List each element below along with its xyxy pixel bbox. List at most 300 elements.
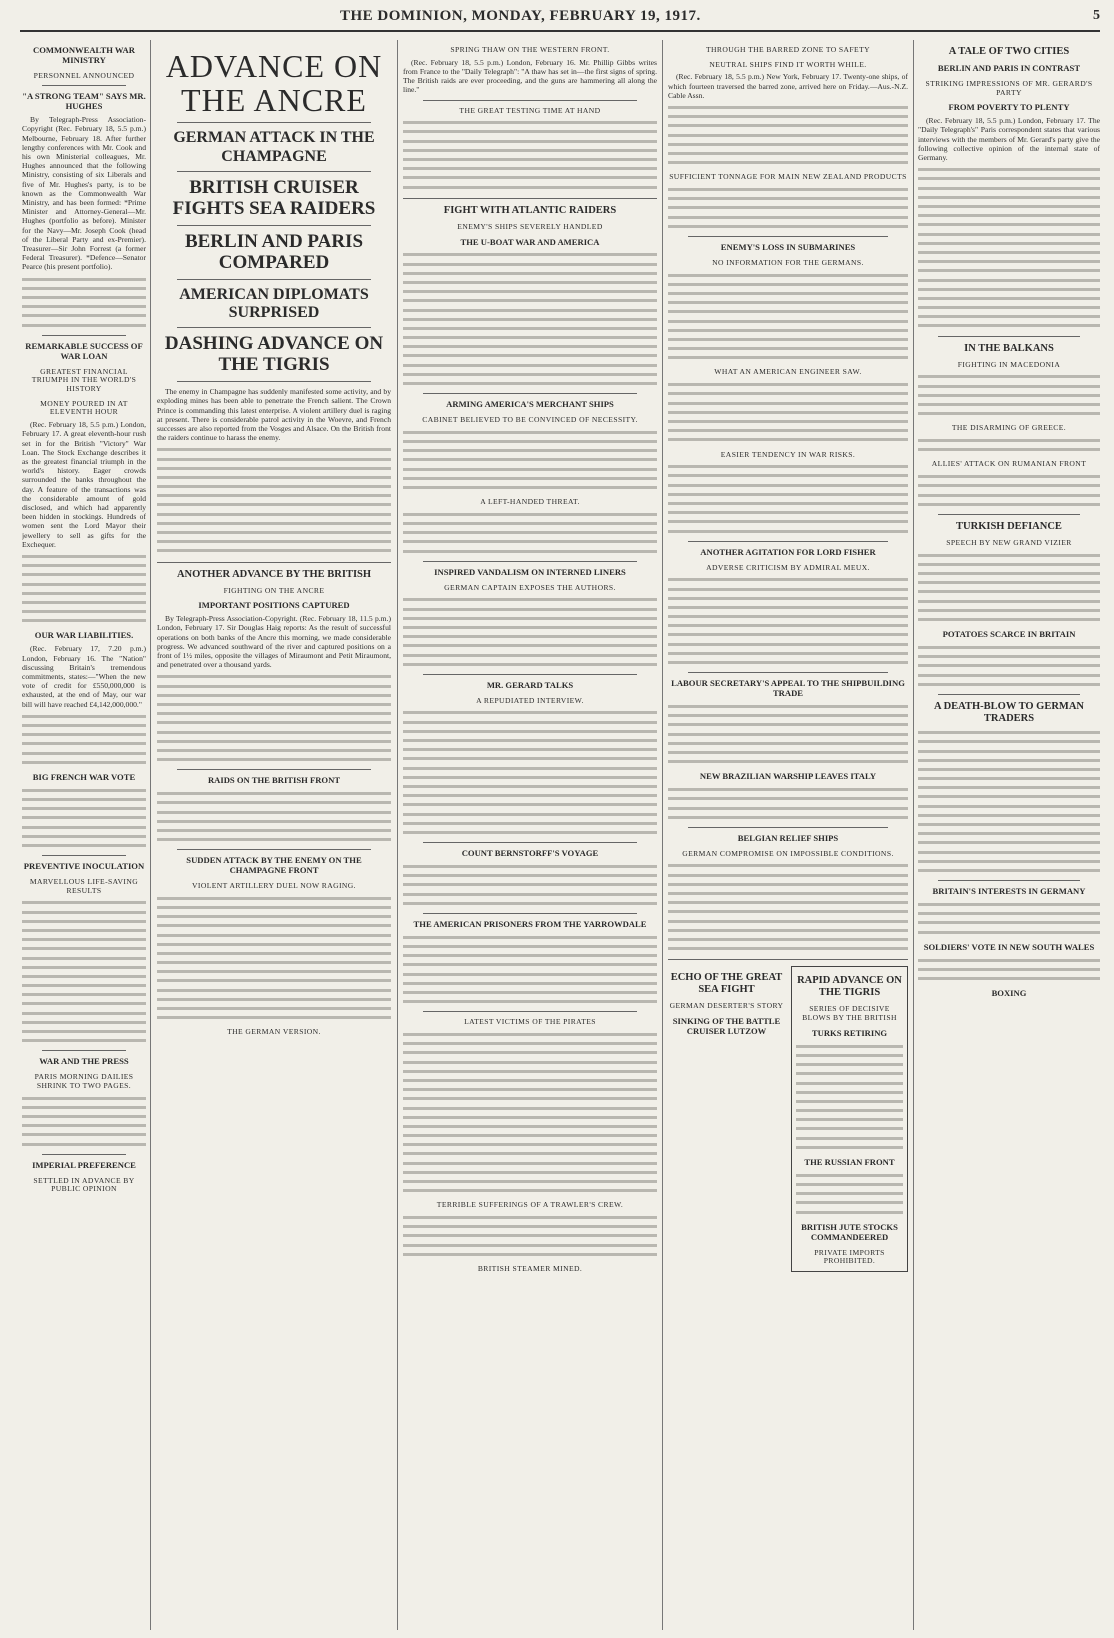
text-line	[157, 903, 391, 912]
text-line	[918, 661, 1100, 670]
text-line	[403, 1122, 657, 1131]
text-line	[157, 976, 391, 985]
text-line	[403, 315, 657, 324]
text-line	[668, 804, 908, 813]
divider	[423, 913, 637, 914]
text-line	[157, 949, 391, 958]
text-line	[668, 594, 908, 603]
text-line	[403, 127, 657, 136]
headline: ADVANCE ON THE ANCRE	[165, 48, 383, 118]
text-line	[668, 271, 908, 280]
text-line	[403, 137, 657, 146]
text-line	[403, 718, 657, 727]
text-line	[918, 445, 1100, 454]
text-line	[668, 658, 908, 667]
text-line	[22, 561, 146, 570]
text-line	[668, 471, 908, 480]
text-line	[403, 1231, 657, 1240]
text-line	[403, 632, 657, 641]
headline: THE DISARMING OF GREECE.	[951, 423, 1067, 433]
text-line	[403, 1149, 657, 1158]
text-line	[918, 202, 1100, 211]
text-line	[403, 428, 657, 437]
text-line	[403, 437, 657, 446]
divider	[42, 1154, 126, 1155]
text-line	[403, 1058, 657, 1067]
text-line	[918, 747, 1100, 756]
subheadline: GREATEST FINANCIAL TRIUMPH IN THE WORLD'S HISTORY	[31, 366, 137, 393]
text-line	[403, 1113, 657, 1122]
text-line	[918, 569, 1100, 578]
text-line	[22, 321, 146, 330]
headline: THE RUSSIAN FRONT	[804, 1157, 895, 1168]
headline: REMARKABLE SUCCESS OF WAR LOAN	[25, 340, 143, 361]
divider	[177, 849, 371, 850]
headline: A DEATH-BLOW TO GERMAN TRADERS	[933, 701, 1085, 725]
headline: NEW BRAZILIAN WARSHIP LEAVES ITALY	[699, 771, 877, 782]
text-line	[668, 335, 908, 344]
text-line	[22, 712, 146, 721]
headline: THE GREAT TESTING TIME AT HAND	[459, 105, 601, 115]
text-line	[22, 823, 146, 832]
text-line	[668, 399, 908, 408]
text-line	[157, 528, 391, 537]
text-line	[403, 828, 657, 837]
text-line	[668, 121, 908, 130]
text-line	[918, 597, 1100, 606]
subheadline: FIGHTING IN MACEDONIA	[957, 359, 1061, 369]
text-line	[403, 871, 657, 880]
article-text: (Rec. February 18, 5.5 p.m.) London, February 17. The "Daily Telegraph's" Paris correspondent states that various interviews with the members of Mr. Gerard's party give the following collective opinion of the internal state of Germany.	[918, 116, 1100, 163]
text-line	[403, 465, 657, 474]
text-line	[403, 455, 657, 464]
text-line	[668, 149, 908, 158]
divider	[423, 561, 637, 562]
headline: "A STRONG TEAM" SAYS MR. HUGHES	[22, 91, 146, 112]
text-line	[157, 455, 391, 464]
divider	[177, 122, 371, 123]
text-line	[403, 146, 657, 155]
text-line	[157, 728, 391, 737]
text-line	[403, 324, 657, 333]
text-line	[22, 275, 146, 284]
text-line	[403, 333, 657, 342]
text-line	[668, 194, 908, 203]
article-body	[403, 58, 657, 95]
text-line	[796, 1042, 903, 1051]
headline: BRITISH STEAMER MINED.	[477, 1264, 583, 1274]
text-line	[668, 508, 908, 517]
text-line	[668, 326, 908, 335]
divider	[177, 171, 371, 172]
headline: MR. GERARD TALKS	[486, 679, 574, 690]
article-body	[22, 420, 146, 625]
divider	[157, 562, 391, 563]
text-line	[918, 737, 1100, 746]
text-line	[403, 1030, 657, 1039]
text-line	[157, 789, 391, 798]
text-line	[668, 185, 908, 194]
divider	[688, 541, 888, 542]
article-body	[918, 116, 1100, 330]
text-line	[668, 389, 908, 398]
headline: WAR AND THE PRESS	[39, 1056, 129, 1067]
text-line	[918, 756, 1100, 765]
headline: RAIDS ON THE BRITISH FRONT	[207, 775, 341, 786]
text-line	[796, 1051, 903, 1060]
text-line	[22, 607, 146, 616]
text-line	[403, 260, 657, 269]
column-rule	[150, 40, 151, 1630]
article-body	[22, 644, 146, 767]
text-line	[157, 510, 391, 519]
text-line	[918, 587, 1100, 596]
subheadline: VIOLENT ARTILLERY DUEL NOW RAGING.	[192, 881, 356, 891]
tigris-article	[791, 966, 908, 1272]
text-line	[918, 239, 1100, 248]
text-line	[403, 342, 657, 351]
text-line	[668, 711, 908, 720]
text-line	[668, 907, 908, 916]
text-line	[918, 500, 1100, 509]
text-line	[22, 795, 146, 804]
text-line	[668, 748, 908, 757]
text-line	[668, 757, 908, 766]
text-line	[918, 230, 1100, 239]
text-line	[22, 908, 146, 917]
column-rule	[397, 40, 398, 1630]
text-line	[918, 802, 1100, 811]
divider	[42, 1050, 126, 1051]
text-line	[918, 174, 1100, 183]
text-line	[796, 1180, 903, 1189]
text-line	[157, 482, 391, 491]
text-line	[796, 1198, 903, 1207]
headline: SUDDEN ATTACK BY THE ENEMY ON THE CHAMPAGNE FRONT	[186, 855, 362, 876]
text-line	[403, 595, 657, 604]
text-line	[668, 889, 908, 898]
text-line	[918, 481, 1100, 490]
text-line	[157, 986, 391, 995]
text-line	[22, 917, 146, 926]
text-line	[918, 578, 1100, 587]
subheadline: MONEY POURED IN AT ELEVENTH HOUR	[40, 398, 128, 417]
text-line	[918, 294, 1100, 303]
text-line	[918, 285, 1100, 294]
text-line	[157, 691, 391, 700]
text-line	[22, 552, 146, 561]
text-line	[22, 944, 146, 953]
headline: ANOTHER ADVANCE BY THE BRITISH	[176, 568, 372, 580]
text-line	[668, 131, 908, 140]
text-line	[22, 1036, 146, 1045]
text-line	[403, 979, 657, 988]
text-line	[403, 862, 657, 871]
text-line	[668, 317, 908, 326]
text-line	[668, 289, 908, 298]
text-line	[796, 1079, 903, 1088]
text-line	[918, 671, 1100, 680]
text-line	[668, 462, 908, 471]
text-line	[22, 898, 146, 907]
text-line	[403, 951, 657, 960]
headline: ECHO OF THE GREAT SEA FIGHT	[670, 972, 783, 996]
subheadline: STRIKING IMPRESSIONS OF MR. GERARD'S PARTY	[925, 78, 1093, 97]
text-line	[668, 575, 908, 584]
headline: INSPIRED VANDALISM ON INTERNED LINERS	[434, 566, 626, 577]
text-line	[403, 942, 657, 951]
text-line	[157, 817, 391, 826]
text-line	[157, 737, 391, 746]
text-line	[918, 436, 1100, 445]
text-line	[918, 276, 1100, 285]
bottom-split	[668, 966, 908, 1272]
text-line	[22, 786, 146, 795]
text-line	[22, 302, 146, 311]
text-line	[668, 435, 908, 444]
text-line	[403, 296, 657, 305]
headline: WHAT AN AMERICAN ENGINEER SAW.	[714, 367, 862, 377]
headline: SUFFICIENT TONNAGE FOR MAIN NEW ZEALAND PRODUCTS	[669, 172, 907, 182]
text-line	[22, 990, 146, 999]
text-line	[403, 1250, 657, 1259]
text-line	[157, 746, 391, 755]
text-line	[22, 981, 146, 990]
text-line	[668, 794, 908, 803]
page-number: 5	[1093, 8, 1100, 23]
column-rule	[662, 40, 663, 1630]
text-line	[668, 112, 908, 121]
article-text: (Rec. February 18, 5.5 p.m.) New York, February 17. Twenty-one ships, of which fourteen traversed the barred zone, arrived here on Friday.—Aus.-N.Z. Cable Assn.	[668, 72, 908, 100]
text-line	[22, 1112, 146, 1121]
text-line	[918, 857, 1100, 866]
text-line	[796, 1143, 903, 1152]
text-line	[796, 1208, 903, 1217]
text-line	[157, 519, 391, 528]
subheadline: GERMAN COMPROMISE ON IMPOSSIBLE CONDITIONS.	[682, 848, 894, 858]
divider	[688, 672, 888, 673]
subheadline: MARVELLOUS LIFE-SAVING RESULTS	[29, 876, 139, 895]
text-line	[668, 935, 908, 944]
subheadline: THE GERMAN VERSION.	[227, 1027, 321, 1037]
text-line	[22, 284, 146, 293]
text-line	[403, 933, 657, 942]
article-text: The enemy in Champagne has suddenly manifested some activity, and by exploding mines has been able to penetrate the French salient. The Crown Prince is commanding this latest enterprise. A violent artillery duel is raging at present. There is considerable patrol activity in the Woevre, and French successes are also reported from the Vosges and Alsace. On the British front the raiders continue to harass the enemy.	[157, 387, 391, 443]
text-line	[668, 490, 908, 499]
headline: SPRING THAW ON THE WESTERN FRONT.	[450, 45, 610, 54]
text-line	[403, 1213, 657, 1222]
column-3	[403, 40, 657, 1630]
text-line	[668, 353, 908, 362]
text-line	[22, 832, 146, 841]
text-line	[796, 1134, 903, 1143]
text-line	[403, 660, 657, 669]
text-line	[403, 1222, 657, 1231]
article-text: (Rec. February 17, 7.20 p.m.) London, February 16. The "Nation" discussing Britain's tremendous commitments, states:—"When the new vote of credit for £550,000,000 is exhausted, at the end of May, our war bill will have reached £4,142,000,000."	[22, 644, 146, 709]
text-line	[403, 1131, 657, 1140]
text-line	[403, 547, 657, 556]
text-line	[403, 641, 657, 650]
headline: OUR WAR LIABILITIES.	[34, 630, 134, 641]
text-line	[918, 928, 1100, 937]
divider	[42, 85, 126, 86]
divider	[938, 694, 1080, 695]
text-line	[22, 813, 146, 822]
text-line	[403, 370, 657, 379]
headline: BRITAIN'S INTERESTS IN GERMANY	[932, 886, 1086, 897]
text-line	[157, 672, 391, 681]
text-line	[403, 1048, 657, 1057]
text-line	[796, 1171, 903, 1180]
text-line	[918, 551, 1100, 560]
text-line	[918, 382, 1100, 391]
text-line	[403, 708, 657, 717]
text-line	[403, 287, 657, 296]
article-text: By Telegraph-Press Association-Copyright. (Rec. February 18, 11.5 p.m.) London, February 17. Sir Douglas Haig reports: As the result of successful operations on both banks of the Ancre this morning, we made considerable progress. We advanced southward of the river and captured positions on a front of 1½ miles, opposite the villages of Miraumont and Petit Miraumont, and penetrated over a thousand yards.	[157, 614, 391, 670]
divider	[423, 842, 637, 843]
text-line	[918, 774, 1100, 783]
text-line	[403, 651, 657, 660]
text-line	[403, 519, 657, 528]
text-line	[22, 935, 146, 944]
text-line	[157, 473, 391, 482]
text-line	[403, 269, 657, 278]
text-line	[668, 730, 908, 739]
subheadline: SERIES OF DECISIVE BLOWS BY THE BRITISH	[802, 1004, 897, 1023]
text-line	[668, 739, 908, 748]
subheadline: SPEECH BY NEW GRAND VIZIER	[946, 537, 1072, 547]
text-line	[157, 445, 391, 454]
text-line	[668, 140, 908, 149]
text-line	[918, 909, 1100, 918]
headline: BRITISH CRUISER FIGHTS SEA RAIDERS	[172, 176, 376, 219]
text-line	[796, 1106, 903, 1115]
text-line	[918, 848, 1100, 857]
text-line	[668, 621, 908, 630]
subheadline: FROM POVERTY TO PLENTY	[948, 102, 1070, 113]
text-line	[403, 361, 657, 370]
divider	[177, 769, 371, 770]
headline: BELGIAN RELIEF SHIPS	[737, 832, 839, 843]
text-line	[403, 1104, 657, 1113]
divider	[668, 959, 908, 960]
text-line	[403, 1067, 657, 1076]
text-line	[668, 603, 908, 612]
divider	[177, 381, 371, 382]
subheadline: FIGHTING ON THE ANCRE	[223, 585, 325, 595]
headline: BERLIN AND PARIS COMPARED	[184, 230, 364, 273]
text-line	[918, 900, 1100, 909]
text-line	[918, 391, 1100, 400]
headline: SOLDIERS' VOTE IN NEW SOUTH WALES	[923, 941, 1095, 952]
text-line	[22, 758, 146, 767]
text-line	[157, 682, 391, 691]
text-line	[668, 408, 908, 417]
text-line	[403, 306, 657, 315]
text-line	[403, 1140, 657, 1149]
text-line	[668, 517, 908, 526]
text-line	[22, 1103, 146, 1112]
text-line	[403, 118, 657, 127]
subheadline: PARIS MORNING DAILIES SHRINK TO TWO PAGES.	[34, 1072, 134, 1090]
subheadline: CABINET BELIEVED TO BE CONVINCED OF NECESSITY.	[422, 415, 638, 425]
subheadline: ADVERSE CRITICISM BY ADMIRAL MEUX.	[706, 562, 870, 572]
text-line	[403, 764, 657, 773]
text-line	[403, 1177, 657, 1186]
text-line	[22, 293, 146, 302]
divider	[688, 236, 888, 237]
headline: ENEMY'S LOSS IN SUBMARINES	[720, 242, 856, 253]
subheadline: PERSONNEL ANNOUNCED	[33, 70, 135, 80]
divider	[42, 335, 126, 336]
text-line	[668, 898, 908, 907]
text-line	[796, 1189, 903, 1198]
article-body	[157, 614, 391, 764]
text-line	[796, 1088, 903, 1097]
text-line	[796, 1069, 903, 1078]
text-line	[918, 184, 1100, 193]
text-line	[403, 250, 657, 259]
headline: ANOTHER AGITATION FOR LORD FISHER	[700, 546, 876, 557]
text-line	[918, 372, 1100, 381]
text-line	[22, 1009, 146, 1018]
text-line	[22, 311, 146, 320]
text-line	[403, 510, 657, 519]
text-line	[22, 570, 146, 579]
text-line	[403, 183, 657, 192]
text-line	[22, 739, 146, 748]
text-line	[403, 605, 657, 614]
text-line	[668, 213, 908, 222]
text-line	[918, 866, 1100, 875]
text-line	[22, 1094, 146, 1103]
text-line	[796, 1124, 903, 1133]
text-line	[918, 266, 1100, 275]
subheadline: NEUTRAL SHIPS FIND IT WORTH WHILE.	[709, 59, 867, 69]
article-body	[668, 72, 908, 100]
subheadline: GERMAN DESERTER'S STORY	[669, 1001, 784, 1011]
text-line	[403, 997, 657, 1006]
text-line	[918, 491, 1100, 500]
text-line	[918, 918, 1100, 927]
text-line	[668, 298, 908, 307]
text-line	[22, 1121, 146, 1130]
text-line	[668, 649, 908, 658]
text-line	[403, 1241, 657, 1250]
headline: BRITISH JUTE STOCKS COMMANDEERED	[801, 1221, 898, 1242]
text-line	[403, 1085, 657, 1094]
text-line	[918, 312, 1100, 321]
text-line	[668, 720, 908, 729]
text-line	[918, 652, 1100, 661]
text-line	[22, 999, 146, 1008]
subheadline: NO INFORMATION FOR THE GERMANS.	[712, 257, 864, 267]
divider	[177, 279, 371, 280]
divider	[423, 100, 637, 101]
text-line	[403, 528, 657, 537]
column-5	[918, 40, 1100, 1630]
text-line	[157, 826, 391, 835]
divider	[423, 1011, 637, 1012]
divider	[403, 198, 657, 199]
text-line	[157, 835, 391, 844]
text-line	[668, 103, 908, 112]
text-line	[796, 1115, 903, 1124]
divider	[423, 393, 637, 394]
text-line	[403, 988, 657, 997]
text-line	[918, 615, 1100, 624]
text-line	[668, 612, 908, 621]
